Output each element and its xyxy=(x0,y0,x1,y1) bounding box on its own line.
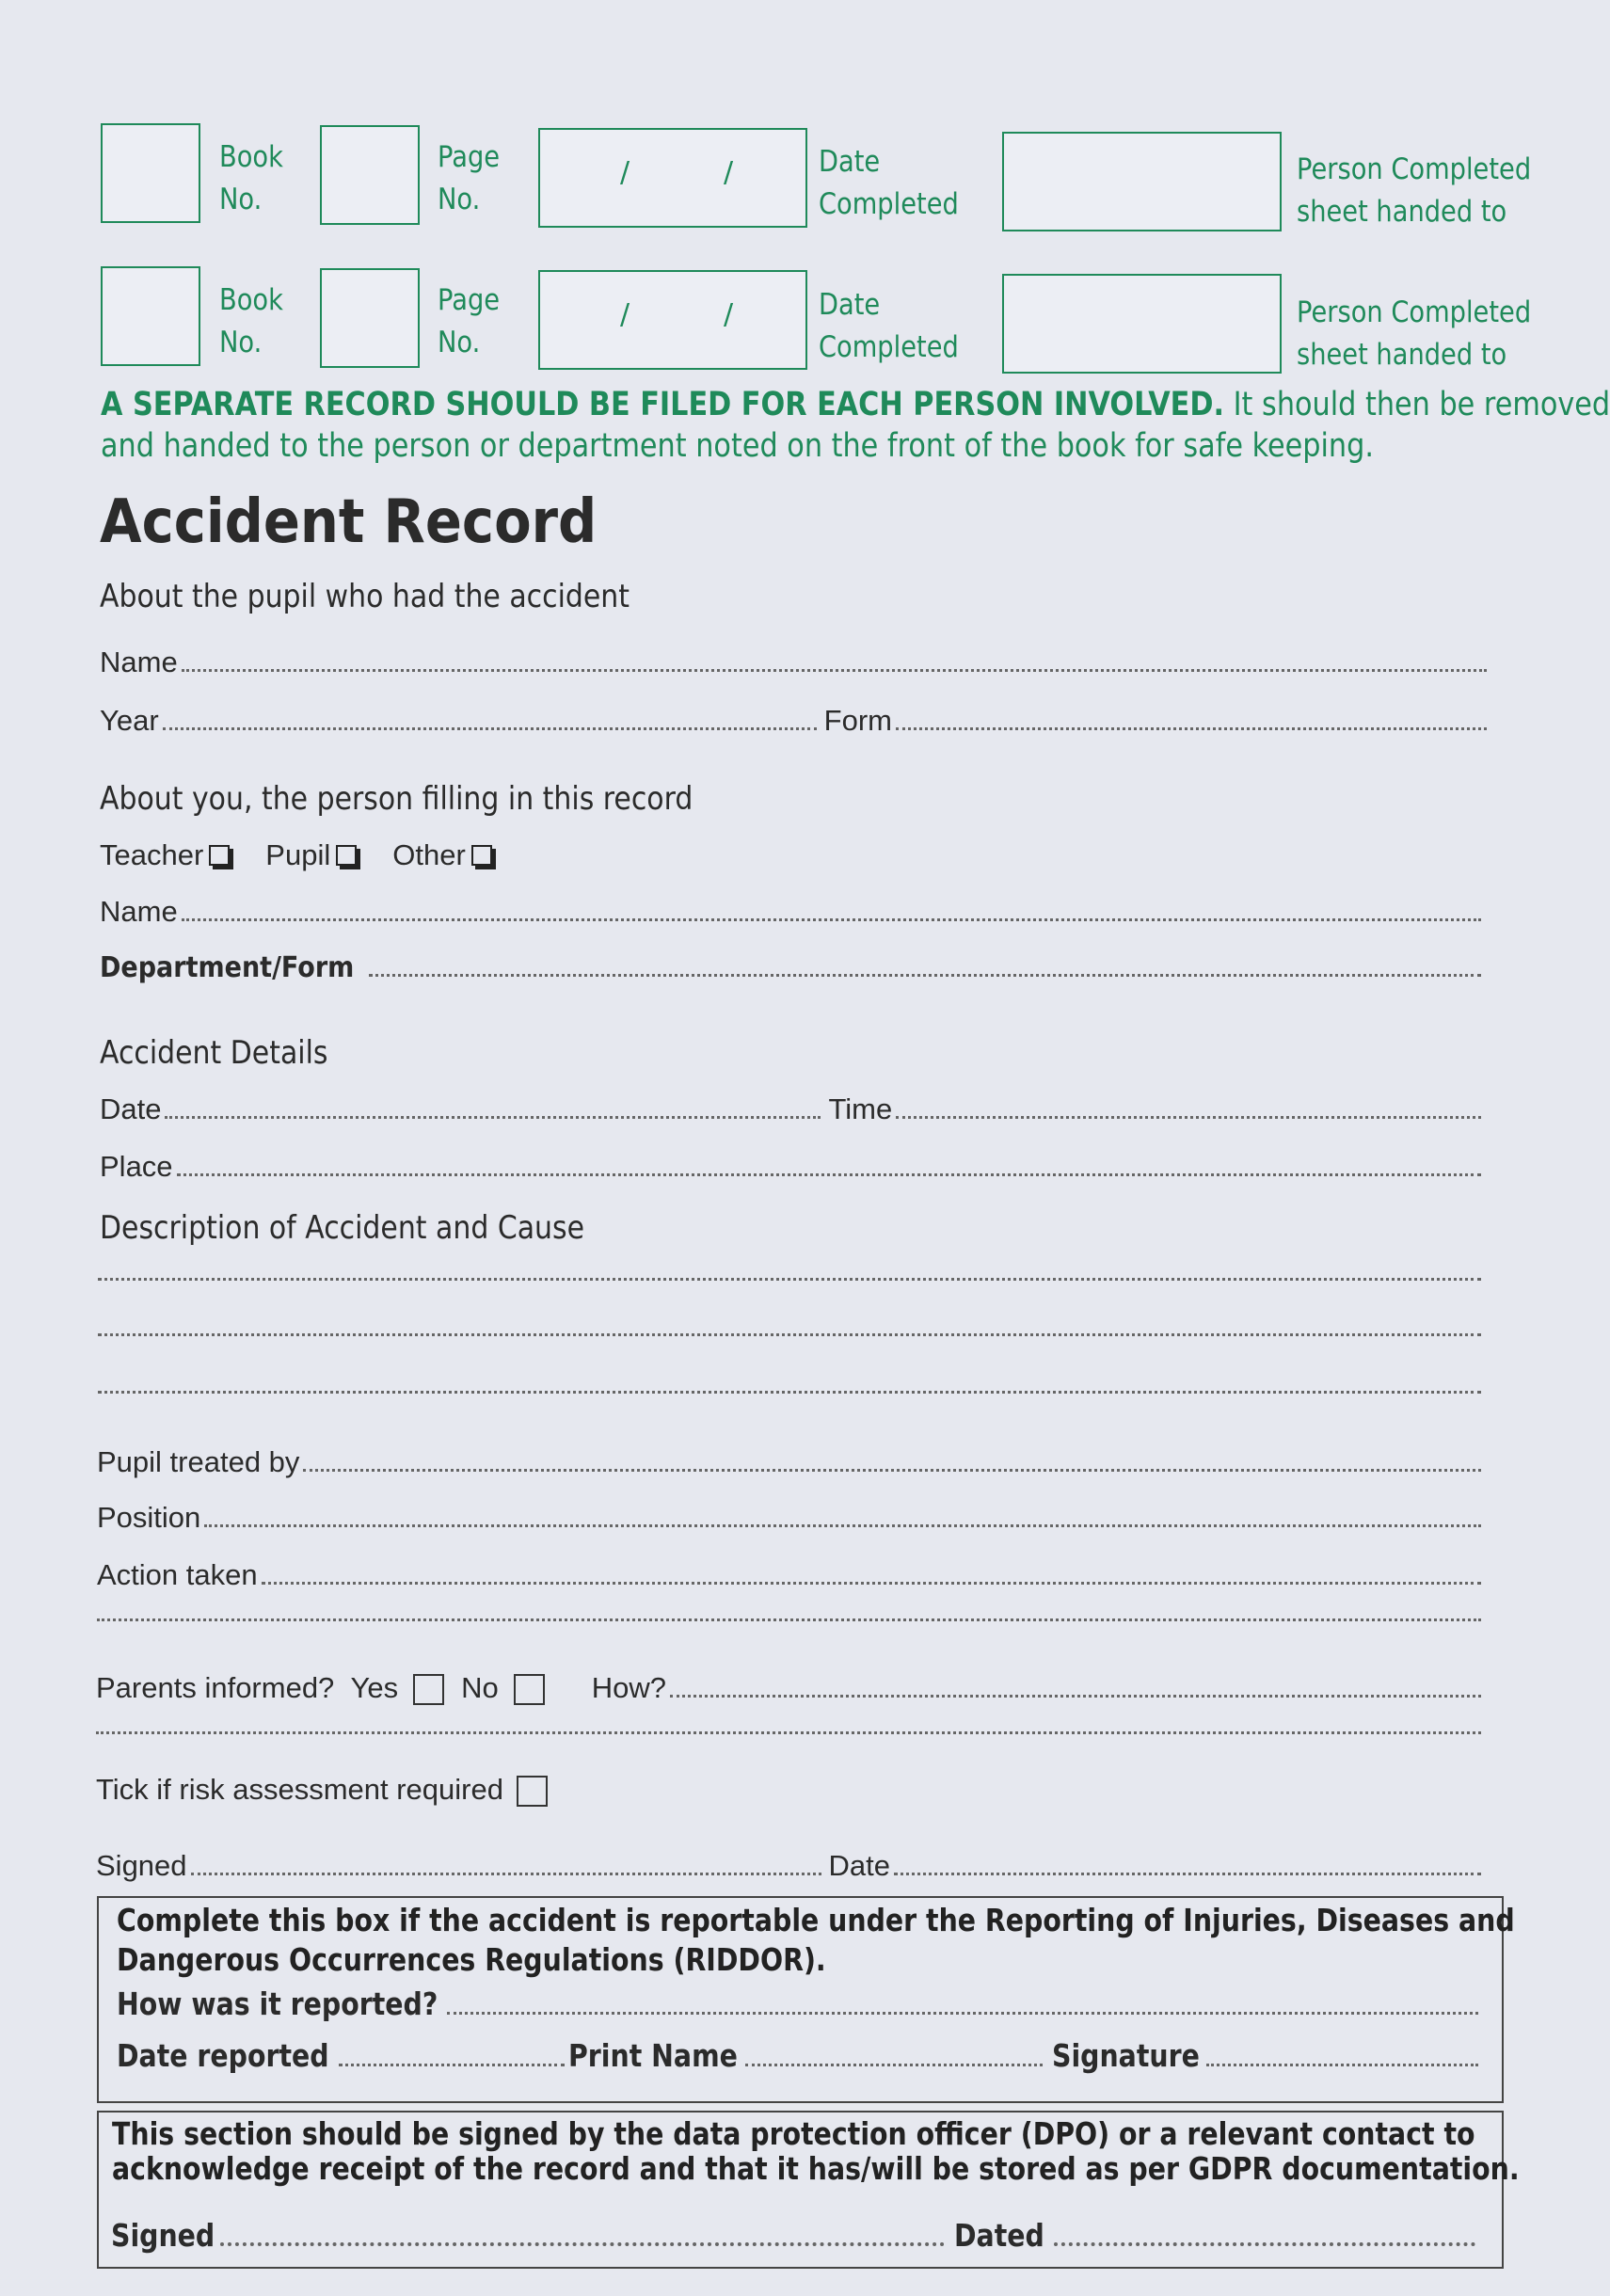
risk-assessment-checkbox[interactable] xyxy=(517,1776,548,1807)
checkbox-icon xyxy=(336,845,357,866)
person-completed-label-1: Person Completed sheet handed to xyxy=(1297,152,1532,229)
book-no-box-1[interactable] xyxy=(101,123,200,223)
parents-yes-checkbox[interactable] xyxy=(413,1674,444,1705)
role-options xyxy=(100,838,502,872)
page-no-box-1[interactable] xyxy=(320,125,420,225)
date-completed-label-1: Date Completed xyxy=(819,145,959,221)
page-no-box-2[interactable] xyxy=(320,268,420,368)
dpo-instructions: This section should be signed by the data protection officer (DPO) or a relevant contact to acknowledge receipt of the record and that it has/will be stored as per GDPR documentation. xyxy=(112,2115,1520,2187)
person-completed-label-2: Person Completed sheet handed to xyxy=(1297,295,1532,372)
checkbox-icon xyxy=(209,845,230,866)
parents-informed-row: Parents informed? Yes No How? xyxy=(96,1671,1481,1705)
place-field[interactable]: Place xyxy=(100,1150,1481,1184)
checkbox-icon xyxy=(471,845,492,866)
description-line[interactable] xyxy=(98,1274,1481,1288)
date-separator: / xyxy=(620,156,630,189)
description-line[interactable] xyxy=(98,1387,1481,1401)
how-line[interactable] xyxy=(96,1728,1481,1742)
how-reported-field[interactable]: How was it reported? xyxy=(117,1985,1478,2022)
page-no-label-1: Page No. xyxy=(438,140,501,216)
separate-record-notice: A SEPARATE RECORD SHOULD BE FILED FOR EACH PERSON INVOLVED. It should then be removed and handed to the person or department noted on the front of the book for safe keeping. xyxy=(101,386,1610,465)
parents-no-checkbox[interactable] xyxy=(514,1674,545,1705)
you-section-heading: About you, the person filling in this record xyxy=(100,780,693,818)
pupil-name-field[interactable]: Name xyxy=(100,646,1487,679)
details-section-heading: Accident Details xyxy=(100,1034,328,1072)
pupil-year-form-row[interactable]: Year Form xyxy=(100,704,1487,738)
risk-assessment-row: Tick if risk assessment required xyxy=(96,1773,548,1807)
date-separator: / xyxy=(620,298,630,331)
book-no-label-2: Book No. xyxy=(219,283,283,359)
date-time-row[interactable]: Date Time xyxy=(100,1092,1481,1126)
role-other[interactable]: Other xyxy=(392,838,502,872)
description-section-heading: Description of Accident and Cause xyxy=(100,1209,585,1247)
person-completed-box-1[interactable] xyxy=(1002,132,1282,231)
dpo-signed-dated-row[interactable]: Signed Dated xyxy=(111,2217,1475,2254)
treated-by-field[interactable]: Pupil treated by xyxy=(97,1445,1481,1479)
action-taken-line[interactable] xyxy=(97,1615,1481,1629)
book-no-box-2[interactable] xyxy=(101,266,200,366)
role-teacher[interactable]: Teacher xyxy=(100,838,239,872)
person-completed-box-2[interactable] xyxy=(1002,274,1282,374)
date-completed-box-2[interactable] xyxy=(538,270,807,370)
signed-date-row[interactable]: Signed Date xyxy=(96,1849,1481,1883)
riddor-instructions: Complete this box if the accident is reportable under the Reporting of Injuries, Diseases and Dangerous Occurrences Regulations (RIDDOR). xyxy=(117,1902,1515,1978)
page-no-label-2: Page No. xyxy=(438,283,501,359)
how-field[interactable] xyxy=(670,1691,1481,1698)
position-field[interactable]: Position xyxy=(97,1501,1481,1535)
action-taken-field[interactable]: Action taken xyxy=(97,1558,1481,1592)
role-pupil[interactable]: Pupil xyxy=(265,838,366,872)
department-form-field[interactable]: Department/Form xyxy=(100,951,1481,984)
date-completed-label-2: Date Completed xyxy=(819,288,959,364)
book-no-label-1: Book No. xyxy=(219,140,283,216)
pupil-section-heading: About the pupil who had the accident xyxy=(100,578,630,615)
page-title: Accident Record xyxy=(100,487,598,557)
date-completed-box-1[interactable] xyxy=(538,128,807,228)
riddor-date-print-signature-row[interactable]: Date reported Print Name Signature xyxy=(117,2037,1478,2074)
date-separator: / xyxy=(724,156,734,189)
date-separator: / xyxy=(724,298,734,331)
your-name-field[interactable]: Name xyxy=(100,895,1481,929)
description-line[interactable] xyxy=(98,1330,1481,1344)
